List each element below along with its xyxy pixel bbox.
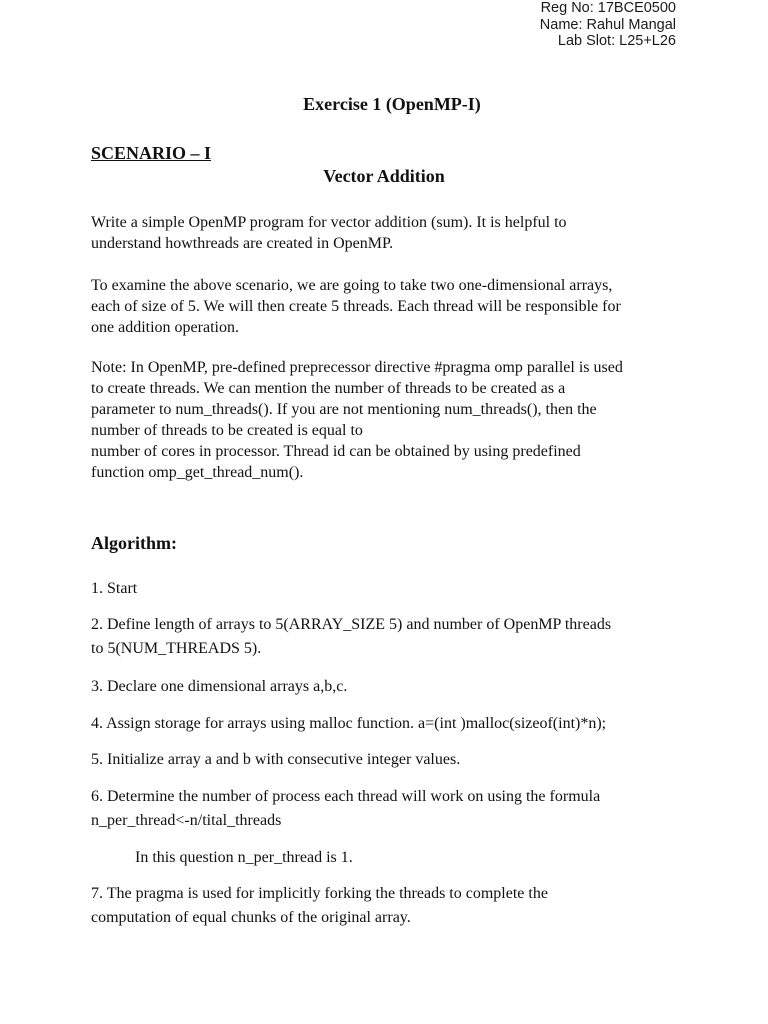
algorithm-step-2 [91,613,691,661]
step-4-text: 4. Assign storage for arrays using malloc function. a=(int )malloc(sizeof(int)*n); [91,715,607,732]
step-2-line-2: to 5(NUM_THREADS 5). [91,640,262,657]
lab-slot-text: Lab Slot: L25+L26 [557,33,676,49]
reg-no-text: Reg No: 17BCE0500 [540,0,676,16]
step-5-text: 5. Initialize array a and b with consecutive integer values. [91,751,461,768]
algorithm-step-6 [91,785,691,833]
scenario-title: SCENARIO – I [91,143,212,163]
step-1-text: 1. Start [91,580,138,597]
examine-line-1: To examine the above scenario, we are going to take two one-dimensional arrays, [91,277,613,294]
examine-paragraph [91,275,691,338]
intro-line-2: understand howthreads are created in OpenMP. [91,235,394,252]
step-6-line-2: n_per_thread<-n/tital_threads [91,812,282,829]
note-line-6: function omp_get_thread_num(). [91,464,304,481]
step-2-line-1: 2. Define length of arrays to 5(ARRAY_SIZE 5) and number of OpenMP threads [91,616,612,633]
examine-line-2: each of size of 5. We will then create 5 threads. Each thread will be responsible for [91,298,621,315]
note-line-3: parameter to num_threads(). If you are not mentioning num_threads(), then the [91,401,597,418]
algorithm-step-6-note [91,846,691,870]
step-6-note-text: In this question n_per_thread is 1. [135,849,353,866]
note-line-2: to create threads. We can mention the number of threads to be created as a [91,380,566,397]
step-7-line-1: 7. The pragma is used for implicitly forking the threads to complete the [91,885,548,902]
step-7-line-2: computation of equal chunks of the original array. [91,909,411,926]
vector-addition-subtitle: Vector Addition [323,166,445,186]
intro-line-1: Write a simple OpenMP program for vector addition (sum). It is helpful to [91,214,567,231]
student-info-block [540,0,676,50]
note-paragraph [91,357,691,483]
intro-paragraph [91,212,691,254]
algorithm-step-1 [91,577,691,601]
examine-line-3: one addition operation. [91,319,239,336]
algorithm-heading: Algorithm: [91,533,177,553]
note-line-5: number of cores in processor. Thread id can be obtained by using predefined [91,443,581,460]
student-name-text: Name: Rahul Mangal [539,16,676,33]
algorithm-step-7 [91,882,691,930]
note-line-4: number of threads to be created is equal to [91,422,363,439]
algorithm-step-3 [91,675,691,699]
step-6-line-1: 6. Determine the number of process each thread will work on using the formula [91,788,601,805]
note-line-1: Note: In OpenMP, pre-defined preprecessor directive #pragma omp parallel is used [91,359,623,376]
algorithm-step-4 [91,712,691,736]
exercise-title: Exercise 1 (OpenMP-I) [303,94,481,114]
step-3-text: 3. Declare one dimensional arrays a,b,c. [91,678,348,695]
algorithm-step-5 [91,748,691,772]
